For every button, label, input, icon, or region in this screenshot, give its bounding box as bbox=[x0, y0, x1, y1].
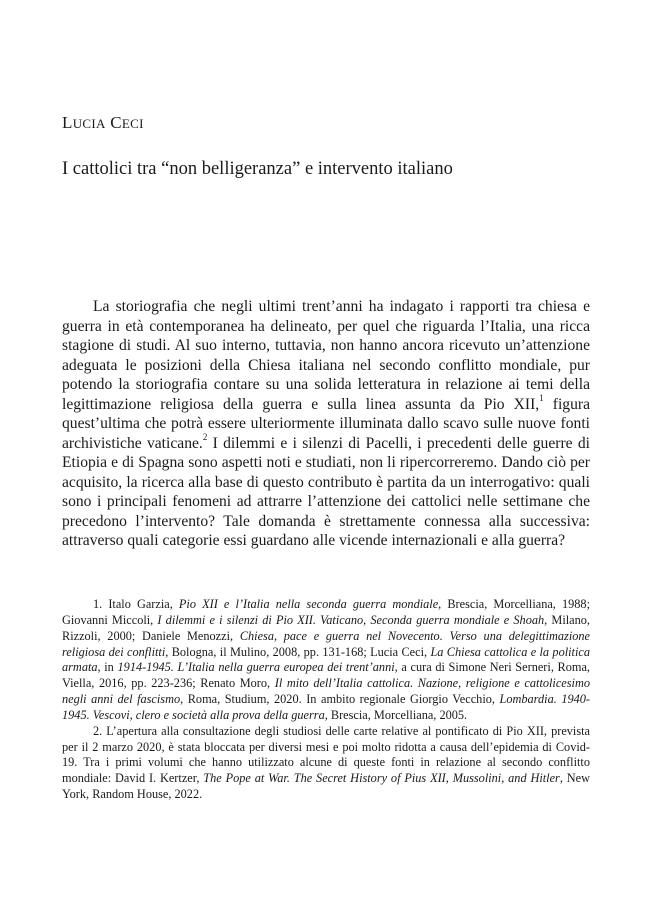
fn1-title: Il mito dell’Italia cattolica. Nazione, religione e cattolicesimo negli anni del fascismo bbox=[62, 676, 590, 707]
author-initial-first: L bbox=[62, 113, 73, 132]
author-initial-last: C bbox=[110, 113, 122, 132]
footnotes bbox=[62, 597, 590, 803]
body-text-part-3: I dilemmi e i silenzi di Pacelli, i precedenti delle guerre di Etiopia e di Spagna sono aspetti noti e studiati, non li ripercorreremo. Dando ciò per acquisito, la ricerca alla base di questo contributo è partita da un interrogativo: quali sono i principali fenomeni ad attrarre l’attenzione dei cattolici nelle settimane che precedono l’intervento? Tale domanda è strettamente connessa alla successiva: attraverso quali categorie essi guardano alle vicende internazionali e alla guerra? bbox=[62, 434, 590, 549]
footnote-2 bbox=[62, 724, 590, 803]
fn1-text: , in bbox=[97, 660, 118, 675]
fn1-text: , Brescia, Morcelliana, 1988; Giovanni Miccoli, bbox=[62, 597, 590, 627]
fn1-text: , Roma, Studium, 2020. In ambito regionale Giorgio Vecchio, bbox=[180, 692, 500, 707]
footnote-ref-2: 2 bbox=[202, 432, 208, 443]
author-name bbox=[62, 113, 144, 133]
fn1-text: 1. Italo Garzia, bbox=[93, 597, 179, 611]
fn1-title: 1914-1945. L’Italia nella guerra europea dei trent’anni bbox=[117, 660, 395, 675]
fn2-text: , New York, Random House, 2022. bbox=[62, 771, 590, 802]
fn2-title: The Pope at War. The Secret History of Pius XII, Mussolini, and Hitler bbox=[203, 771, 560, 786]
article-title: I cattolici tra “non belligeranza” e intervento italiano bbox=[62, 159, 453, 179]
fn1-title: La Chiesa cattolica e la politica armata bbox=[62, 644, 590, 675]
fn1-title: Pio XII e l’Italia nella seconda guerra mondiale bbox=[178, 597, 439, 611]
author-rest-first: UCIA bbox=[72, 116, 106, 131]
footnote-ref-1: 1 bbox=[539, 393, 544, 404]
fn1-text: , Milano, Rizzoli, 2000; Daniele Menozzi, bbox=[62, 612, 590, 643]
fn1-text: , Brescia, Morcelliana, 2005. bbox=[324, 707, 468, 722]
body-text-part-1: La storiografia che negli ultimi trent’anni ha indagato i rapporti tra chiesa e guerra in età contemporanea ha delineato, per quel che riguarda l’Italia, una ricca stagione di studi. Al suo interno, tuttavia, non hanno ancora ricevuto un’attenzione adeguata le posizioni della Chiesa italiana nel secondo conflitto mondiale, pur potendo la storiografia contare su una solida letteratura in relazione ai temi della legittimazione religiosa della guerra e sulla linea assunta da Pio XII, bbox=[62, 298, 590, 413]
body-paragraph bbox=[62, 297, 590, 551]
fn1-title: Lombardia. 1940-1945. Vescovi, clero e società alla prova della guerra bbox=[62, 692, 591, 722]
fn1-text: , Bologna, il Mulino, 2008, pp. 131-168; Lucia Ceci, bbox=[165, 644, 431, 659]
fn1-text: , a cura di Simone Neri Serneri, Roma, Viella, 2016, pp. 223-236; Renato Moro, bbox=[62, 660, 591, 691]
fn2-text: 2. L’apertura alla consultazione degli studiosi delle carte relative al pontificato di Pio XII, prevista per il 2 marzo 2020, è stata bloccata per diversi mesi e poi molto ridotta a causa dell’epidemia di Covid-19. Tra i primi volumi che hanno utilizzato alcune di queste fonti in relazione al secondo conflitto mondiale: David I. Kertzer, bbox=[62, 723, 590, 786]
footnote-1 bbox=[62, 597, 590, 724]
fn1-title: I dilemmi e i silenzi di Pio XII. Vaticano, Seconda guerra mondiale e Shoah bbox=[157, 612, 545, 627]
fn1-title: Chiesa, pace e guerra nel Novecento. Verso una delegittimazione religiosa dei conflitti bbox=[62, 628, 590, 659]
body-text-part-2: figura quest’ultima che potrà essere ulteriormente illuminata dallo scavo sulle nuove fonti archivistiche vaticane. bbox=[62, 395, 590, 452]
author-rest-last: ECI bbox=[121, 116, 144, 131]
